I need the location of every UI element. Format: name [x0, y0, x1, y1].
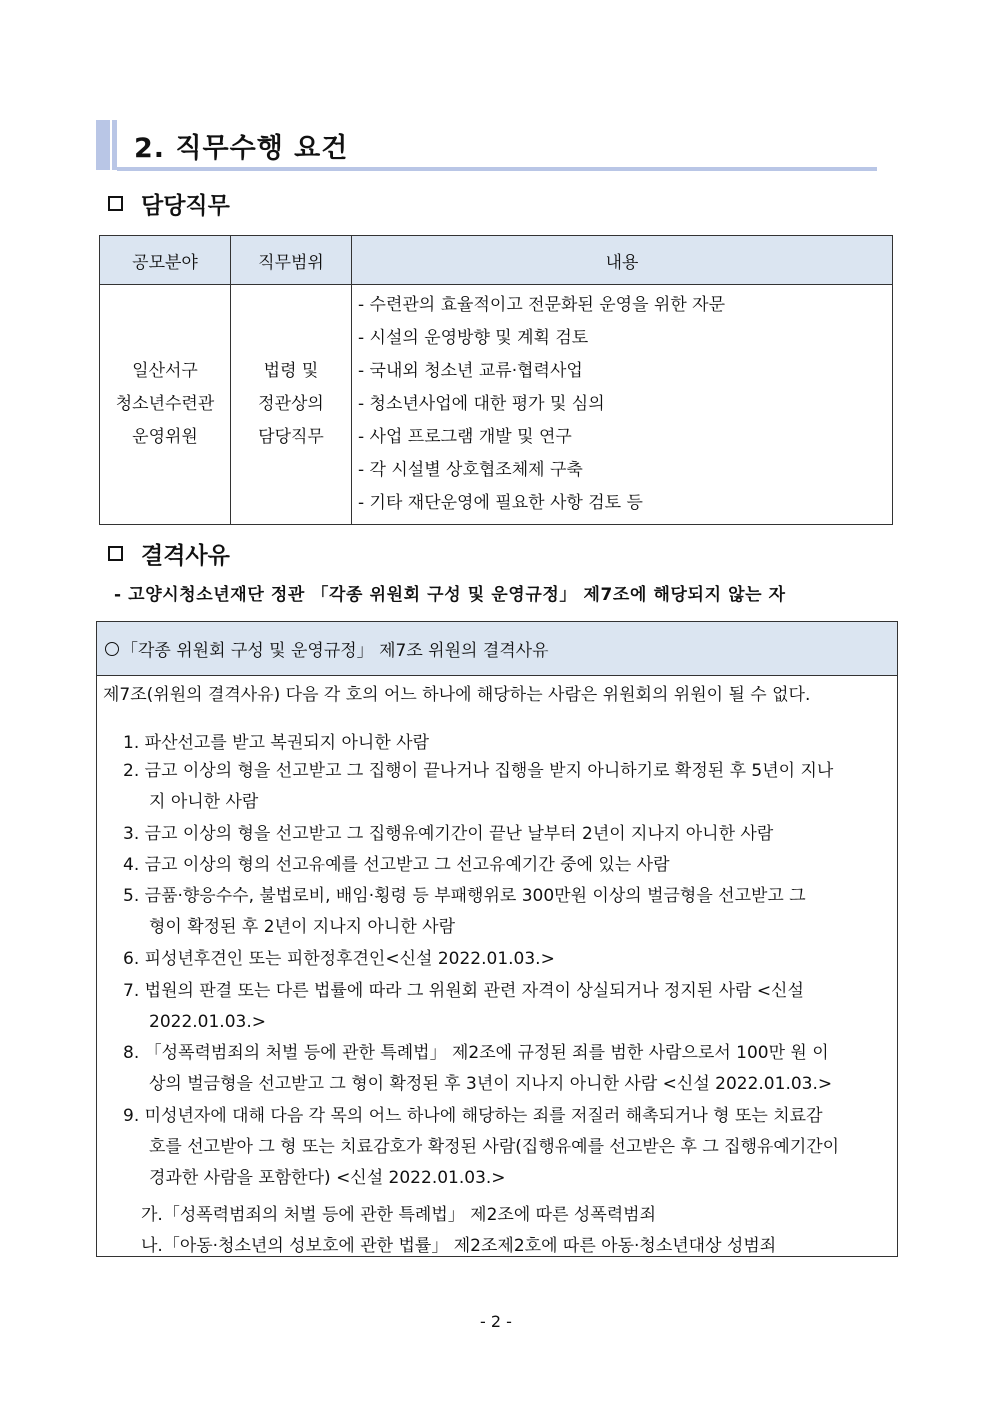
item-text: 법원의 판결 또는 다른 법률에 따라 그 위원회 관련 자격이 상실되거나 정지된 사람 <신설: [144, 981, 804, 1001]
header-accent-bar: [96, 120, 110, 170]
list-item: [123, 756, 833, 818]
duty-table-header-row: [100, 236, 893, 285]
disqualification-heading-text: 결격사유: [141, 543, 230, 569]
disqualification-summary: - 고양시청소년재단 정관 「각종 위원회 구성 및 운영규정」 제7조에 해당되지 않는 자: [114, 585, 786, 605]
item-text-continued: 지 아니한 사람: [149, 792, 259, 812]
list-item: [123, 1038, 832, 1100]
square-bullet-icon: [108, 546, 123, 561]
header-scope: 직무범위: [231, 236, 352, 285]
item-text-continued: 2022.01.03.>: [149, 1012, 266, 1032]
content-item: - 사업 프로그램 개발 및 연구: [358, 427, 572, 447]
item-number: 7.: [123, 981, 140, 1001]
duty-table: [99, 235, 893, 525]
rule-intro: 제7조(위원의 결격사유) 다음 각 호의 어느 하나에 해당하는 사람은 위원회의 위원이 될 수 없다.: [103, 685, 811, 705]
item-text: 금고 이상의 형을 선고받고 그 집행유예기간이 끝난 날부터 2년이 지나지 아니한 사람: [144, 824, 774, 844]
content-item: - 국내외 청소년 교류·협력사업: [358, 361, 583, 381]
duty-table-row: [100, 285, 893, 525]
list-item: [123, 944, 555, 975]
list-item: [123, 881, 806, 943]
scope-line: 담당직무: [258, 427, 324, 447]
rule-box-title: 「각종 위원회 구성 및 운영규정」 제7조 위원의 결격사유: [121, 641, 549, 661]
item-text-continued: 상의 벌금형을 선고받고 그 형이 확정된 후 3년이 지나지 아니한 사람 <신설 2022.01.03.>: [149, 1074, 833, 1094]
content-item: - 청소년사업에 대한 평가 및 심의: [358, 394, 605, 414]
header-content: 내용: [352, 236, 893, 285]
field-line: 운영위원: [132, 427, 198, 447]
item-number: 9.: [123, 1106, 140, 1126]
field-line: 청소년수련관: [115, 394, 215, 414]
scope-cell: [231, 285, 352, 525]
list-item: [123, 819, 773, 850]
list-item: [123, 976, 804, 1038]
duty-heading-text: 담당직무: [141, 193, 230, 219]
item-number: 2.: [123, 761, 140, 781]
list-item: [123, 728, 429, 759]
sub-item: 나.「아동·청소년의 성보호에 관한 법률」 제2조제2호에 따른 아동·청소년대상 성범죄: [141, 1236, 777, 1256]
item-text: 금고 이상의 형을 선고받고 그 집행이 끝나거나 집행을 받지 아니하기로 확정된 후 5년이 지나: [144, 761, 834, 781]
list-item: [123, 1101, 839, 1194]
content-item: - 수련관의 효율적이고 전문화된 운영을 위한 자문: [358, 295, 725, 315]
scope-line: 정관상의: [258, 394, 324, 414]
item-text: 파산선고를 받고 복권되지 아니한 사람: [144, 733, 430, 753]
list-item: [123, 850, 670, 881]
item-number: 4.: [123, 855, 140, 875]
field-line: 일산서구: [132, 361, 198, 381]
item-number: 8.: [123, 1043, 140, 1063]
scope-line: 법령 및: [263, 361, 319, 381]
content-item: - 시설의 운영방향 및 계획 검토: [358, 328, 589, 348]
page-number: - 2 -: [480, 1312, 512, 1331]
rule-box-header: [97, 622, 897, 676]
circle-bullet-icon: [105, 642, 119, 656]
item-text: 피성년후견인 또는 피한정후견인<신설 2022.01.03.>: [144, 949, 555, 969]
content-cell: [352, 285, 893, 525]
header-field: 공모분야: [100, 236, 231, 285]
rule-box: [96, 621, 898, 1257]
field-cell: [100, 285, 231, 525]
item-number: 1.: [123, 733, 140, 753]
item-text-continued: 호를 선고받아 그 형 또는 치료감호가 확정된 사람(집행유예를 선고받은 후 그 집행유예기간이: [149, 1137, 840, 1157]
duty-heading: [108, 187, 230, 220]
sub-item: 가.「성폭력범죄의 처벌 등에 관한 특례법」 제2조에 따른 성폭력범죄: [141, 1205, 657, 1225]
item-text: 미성년자에 대해 다음 각 목의 어느 하나에 해당하는 죄를 저질러 해촉되거나 형 또는 치료감: [144, 1106, 823, 1126]
item-text: 금고 이상의 형의 선고유예를 선고받고 그 선고유예기간 중에 있는 사람: [144, 855, 670, 875]
item-number: 3.: [123, 824, 140, 844]
item-text-continued: 경과한 사람을 포함한다) <신설 2022.01.03.>: [149, 1168, 506, 1188]
header-accent-bar-thin: [112, 120, 117, 170]
item-text: 금품·향응수수, 불법로비, 배임·횡령 등 부패행위로 300만원 이상의 벌금형을 선고받고 그: [144, 886, 806, 906]
item-text-continued: 형이 확정된 후 2년이 지나지 아니한 사람: [149, 917, 455, 937]
square-bullet-icon: [108, 196, 123, 211]
item-text: 「성폭력범죄의 처벌 등에 관한 특례법」 제2조에 규정된 죄를 범한 사람으로서 100만 원 이: [144, 1043, 829, 1063]
content-item: - 각 시설별 상호협조체제 구축: [358, 460, 583, 480]
header-underline: [117, 167, 877, 171]
content-item: - 기타 재단운영에 필요한 사항 검토 등: [358, 493, 643, 513]
section-title: 2. 직무수행 요건: [134, 133, 349, 164]
disqualification-heading: [108, 537, 230, 570]
section-header: [96, 120, 876, 170]
item-number: 5.: [123, 886, 140, 906]
item-number: 6.: [123, 949, 140, 969]
